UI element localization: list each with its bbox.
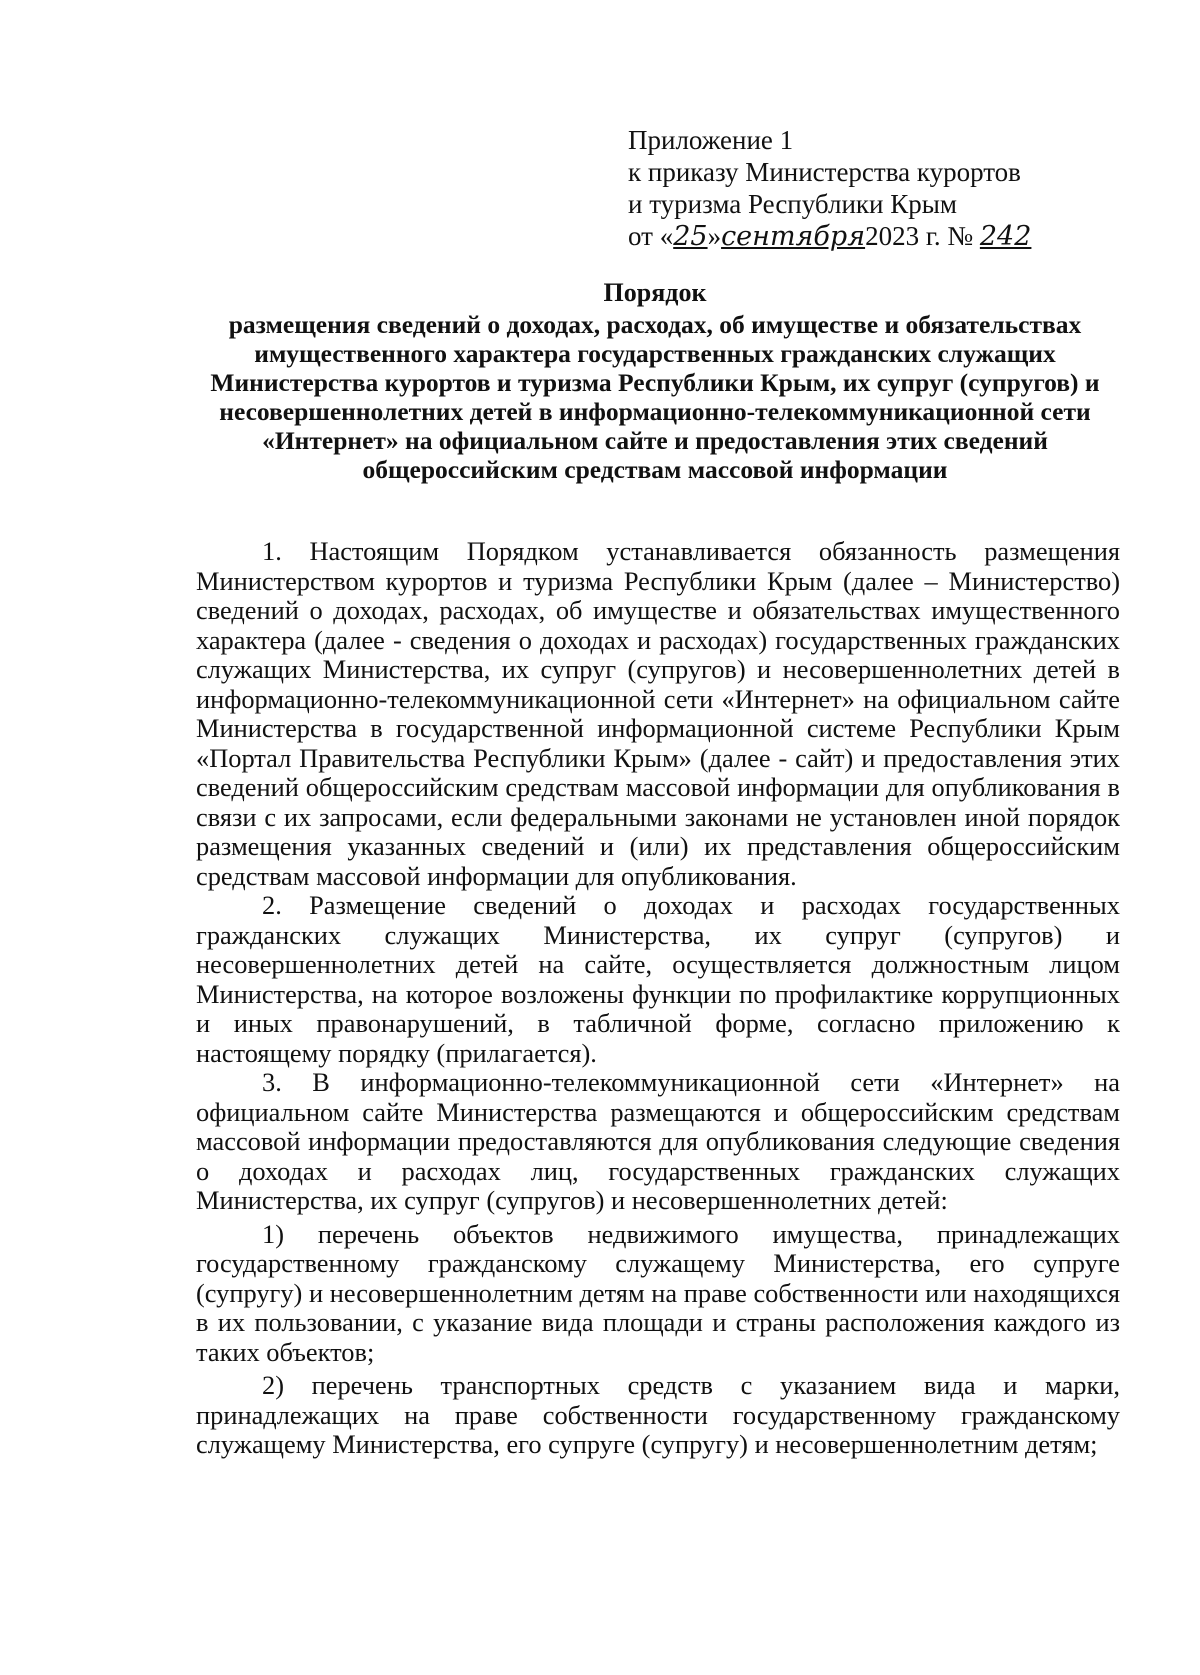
paragraph-3-item-2: 2) перечень транспортных средств с указанием вида и марки, принадлежащих на праве собственности государственному гражданскому служащему Министерства, его супруге (супругу) и несовершеннолетним детям; xyxy=(196,1370,1120,1459)
paragraph-3-item-1: 1) перечень объектов недвижимого имущества, принадлежащих государственному гражданскому служащему Министерства, его супруге (супругу) и несовершеннолетним детям на праве собственности или находящихся в их пользовании, с указание вида площади и страны расположения каждого из таких объектов; xyxy=(196,1218,1120,1367)
title-subtitle: размещения сведений о доходах, расходах, об имуществе и обязательствах имущественного характера государственных гражданских служащих Министерства курортов и туризма Республики Крым, их супруг (супругов) и несовершеннолетних детей в информационно-телекоммуникационной сети «Интернет» на официальном сайте и предоставления этих сведений общероссийским средствам массовой информации xyxy=(210,310,1100,484)
date-month: сентября xyxy=(721,221,866,252)
appendix-title: Приложение 1 xyxy=(628,125,794,155)
title-heading: Порядок xyxy=(603,278,707,307)
document-body xyxy=(196,537,1120,1460)
appendix-ministry: и туризма Республики Крым xyxy=(628,189,957,219)
date-day: 25 xyxy=(673,221,708,252)
paragraph-3: 3. В информационно-телекоммуникационной сети «Интернет» на официальном сайте Министерства размещаются и общероссийским средствам массовой информации предоставляются для опубликования следующие сведения о доходах и расходах лиц, государственных гражданских служащих Министерства, их супруг (супругов) и несовершеннолетних детей: xyxy=(196,1067,1120,1215)
date-mid: » xyxy=(707,221,722,251)
paragraph-1: 1. Настоящим Порядком устанавливается обязанность размещения Министерством курортов и туризма Республики Крым (далее – Министерство) сведений о доходах, расходах, об имуществе и обязательствах имущественного характера (далее - сведения о доходах и расходах) государственных гражданских служащих Министерства, их супруг (супругов) и несовершеннолетних детей в информационно-телекоммуникационной сети «Интернет» на официальном сайте Министерства в государственной информационной системе Республики Крым «Портал Правительства Республики Крым» (далее - сайт) и предоставления этих сведений общероссийским средствам массовой информации для опубликования в связи с их запросами, если федеральными законами не установлен иной порядок размещения указанных сведений и (или) их представления общероссийским средствам массовой информации для опубликования. xyxy=(196,536,1120,891)
appendix-header xyxy=(628,124,1088,253)
date-prefix: от « xyxy=(628,221,674,251)
appendix-date-line xyxy=(628,220,1088,253)
paragraph-2: 2. Размещение сведений о доходах и расходах государственных гражданских служащих Министерства, их супруг (супругов) и несовершеннолетних детей на сайте, осуществляется должностным лицом Министерства, на которое возложены функции по профилактике коррупционных и иных правонарушений, в табличной форме, согласно приложению к настоящему порядку (прилагается). xyxy=(196,890,1120,1068)
order-number: 242 xyxy=(979,221,1032,252)
date-year: 2023 г. № xyxy=(865,221,974,251)
document-title xyxy=(190,278,1120,484)
appendix-order-ref: к приказу Министерства курортов xyxy=(628,157,1021,187)
